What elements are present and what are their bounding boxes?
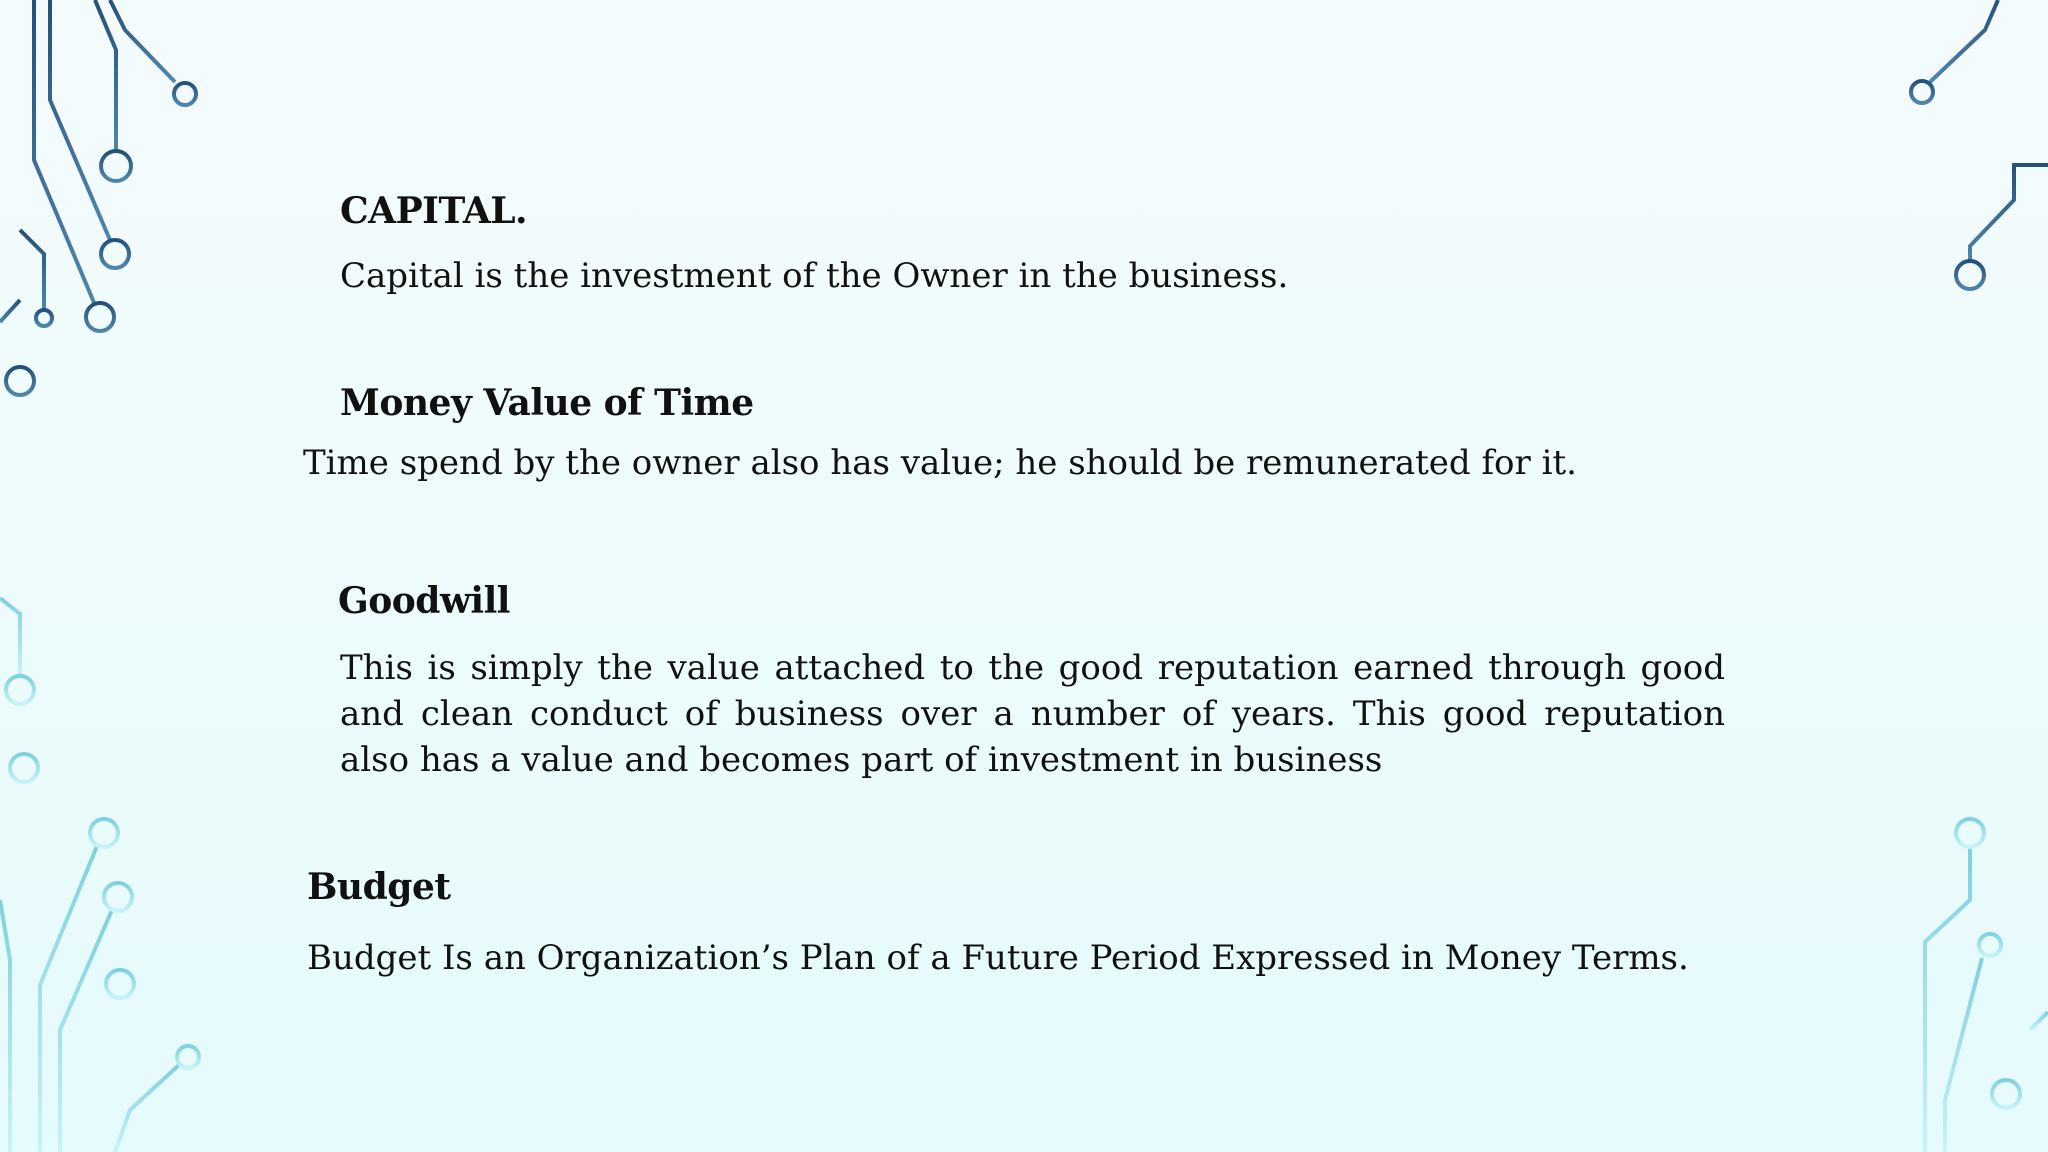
heading-budget: Budget <box>307 866 451 908</box>
body-goodwill: This is simply the value attached to the good reputation earned through good and clean conduct of business over a number of years. This good reputation also has a value and becomes part of investment in business <box>340 648 1725 780</box>
heading-capital: CAPITAL. <box>340 190 528 232</box>
heading-goodwill: Goodwill <box>338 580 510 622</box>
body-money-value-of-time: Time spend by the owner also has value; he should be remunerated for it. <box>303 443 1577 483</box>
heading-money-value-of-time: Money Value of Time <box>340 382 754 424</box>
body-budget: Budget Is an Organization’s Plan of a Future Period Expressed in Money Terms. <box>307 938 1689 978</box>
body-capital: Capital is the investment of the Owner in the business. <box>340 256 1289 296</box>
